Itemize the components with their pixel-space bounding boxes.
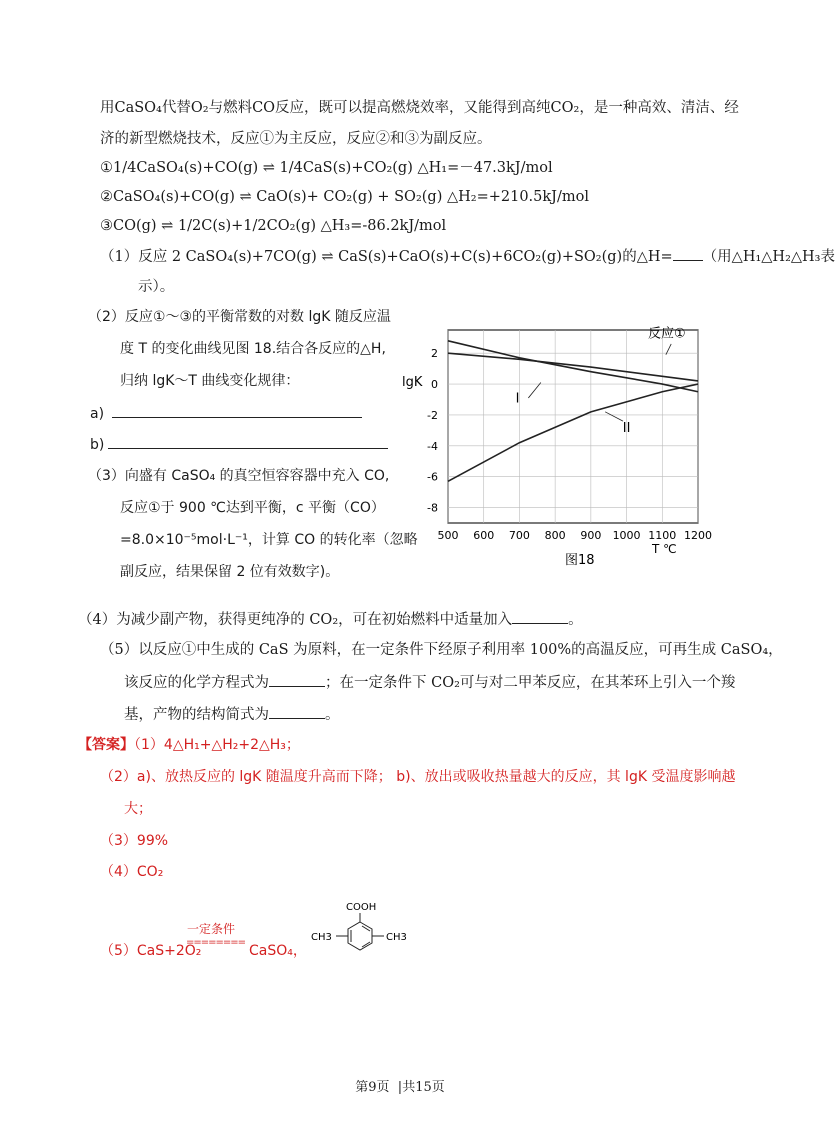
plot-frame <box>448 330 698 523</box>
question-1-text: （1）反应 2 CaSO₄(s)+7CO(g) ⇌ CaS(s)+CaO(s)+C(s)+6CO₂(g)+SO₂(g)的△H= <box>100 249 673 265</box>
y-tick-label: -6 <box>427 470 438 484</box>
reaction-2: ②CaSO₄(s)+CO(g) ⇌ CaO(s)+ CO₂(g) + SO₂(g) △H₂=+210.5kJ/mol <box>100 189 589 205</box>
x-tick-label: 900 <box>580 529 602 542</box>
y-tick-label: 2 <box>431 347 438 361</box>
question-1-tail: （用△H₁△H₂△H₃表 <box>702 249 835 265</box>
answer-line-a <box>112 403 362 418</box>
answer-5-product: CaSO₄， <box>249 943 307 959</box>
question-1-line-1 <box>100 246 835 267</box>
label-a: a) <box>90 406 105 422</box>
x-tick-label: 1200 <box>684 529 712 542</box>
answer-blank <box>269 704 325 719</box>
question-2-line-2: 度 T 的变化曲线见图 18.结合各反应的△H, <box>120 341 386 357</box>
question-5-text-d: 。 <box>325 707 340 723</box>
x-tick-label: 700 <box>508 529 530 542</box>
question-3-line-2: 反应①于 900 ℃达到平衡，c 平衡（CO） <box>120 500 385 516</box>
series-line-1 <box>448 353 698 381</box>
answer-line-1 <box>78 735 300 755</box>
reaction-condition: 一定条件 <box>187 922 236 936</box>
y-tick-label: -2 <box>427 408 438 422</box>
page-number: 第9页 <box>355 1080 390 1095</box>
x-axis-label: T ℃ <box>652 542 677 556</box>
intro-line-1: 用CaSO₄代替O₂与燃料CO反应，既可以提高燃烧效率，又能得到高纯CO₂，是一种高效、清洁、经 <box>100 100 739 116</box>
reaction-1: ①1/4CaSO₄(s)+CO(g) ⇌ 1/4CaS(s)+CO₂(g) △H₁=－47.3kJ/mol <box>100 160 553 176</box>
x-tick-label: 1100 <box>648 529 677 542</box>
answer-3: （3）99% <box>100 833 169 849</box>
question-2-a <box>90 403 362 424</box>
question-5-text-c: 基，产物的结构简式为 <box>124 707 269 723</box>
y-tick-label: -8 <box>427 501 438 515</box>
cooh-label: COOH <box>346 902 377 913</box>
answer-tag: 【答案】 <box>78 737 134 753</box>
series-line-3 <box>448 384 698 481</box>
x-tick-label: 800 <box>544 529 566 542</box>
y-tick-label: 0 <box>431 378 438 392</box>
x-tick-label: 1000 <box>612 529 641 542</box>
answer-2-line-2: 大； <box>124 801 152 817</box>
question-5-line-2 <box>124 672 735 693</box>
question-3-line-1: （3）向盛有 CaSO₄ 的真空恒容容器中充入 CO, <box>88 468 390 484</box>
answer-blank <box>269 672 325 687</box>
reaction-arrow: ======== <box>186 937 246 948</box>
question-4 <box>78 609 583 630</box>
ch3-right-label: CH3 <box>386 932 407 943</box>
question-5-text-a: 该反应的化学方程式为 <box>124 675 269 691</box>
series-label-2: I <box>515 391 520 407</box>
answer-1: （1）4△H₁+△H₂+2△H₃； <box>134 737 300 753</box>
question-2-line-1: （2）反应①～③的平衡常数的对数 lgK 随反应温 <box>88 309 391 325</box>
ch3-left-label: CH3 <box>311 932 332 943</box>
series-leader-line <box>605 412 623 421</box>
intro-line-2: 济的新型燃烧技术，反应①为主反应，反应②和③为副反应。 <box>100 131 492 147</box>
answer-blank <box>512 609 568 624</box>
question-5-line-1: （5）以反应①中生成的 CaS 为原料，在一定条件下经原子利用率 100%的高温反应，可再生成 CaSO₄， <box>100 642 783 658</box>
page-total: 共15页 <box>402 1080 445 1095</box>
question-4-tail: 。 <box>568 612 583 628</box>
y-axis-label: lgK <box>402 375 423 390</box>
question-5-line-3 <box>124 704 340 725</box>
reaction-3: ③CO(g) ⇌ 1/2C(s)+1/2CO₂(g) △H₃=-86.2kJ/mol <box>100 218 447 234</box>
x-tick-label: 600 <box>473 529 495 542</box>
chart-grid <box>448 330 698 523</box>
chart-caption: 图18 <box>565 553 595 568</box>
answer-4: （4）CO₂ <box>100 864 164 880</box>
answer-blank <box>673 246 703 261</box>
footer-separator: | <box>397 1080 403 1095</box>
question-5-text-b: ；在一定条件下 CO₂可与对二甲苯反应，在其苯环上引入一个羧 <box>325 675 736 691</box>
lgk-temperature-chart <box>400 318 720 580</box>
series-label-3: II <box>622 420 631 436</box>
answer-2-line-1: （2）a)、放热反应的 lgK 随温度升高而下降； b)、放出或吸收热量越大的反应，其 lgK 受温度影响越 <box>100 769 736 785</box>
series-leader-line <box>528 382 541 397</box>
answer-line-b <box>108 434 388 449</box>
question-2-line-3: 归纳 lgK～T 曲线变化规律： <box>120 373 300 389</box>
answer-5-equation: （5）CaS+2O₂ <box>100 943 202 959</box>
question-4-text: （4）为减少副产物，获得更纯净的 CO₂，可在初始燃料中适量加入 <box>78 612 513 628</box>
label-b: b) <box>90 437 105 453</box>
question-3-line-3: =8.0×10⁻⁵mol·L⁻¹，计算 CO 的转化率（忽略 <box>120 532 418 548</box>
question-3-line-4: 副反应，结果保留 2 位有效数字)。 <box>120 564 340 580</box>
question-1-line-2: 示）。 <box>138 279 175 295</box>
page-footer <box>0 1076 800 1095</box>
y-tick-label: -4 <box>427 439 438 453</box>
series-label-1: 反应① <box>648 326 686 342</box>
x-tick-label: 500 <box>437 529 459 542</box>
carboxylic-acid-structure <box>306 898 416 958</box>
question-2-b <box>90 434 388 455</box>
